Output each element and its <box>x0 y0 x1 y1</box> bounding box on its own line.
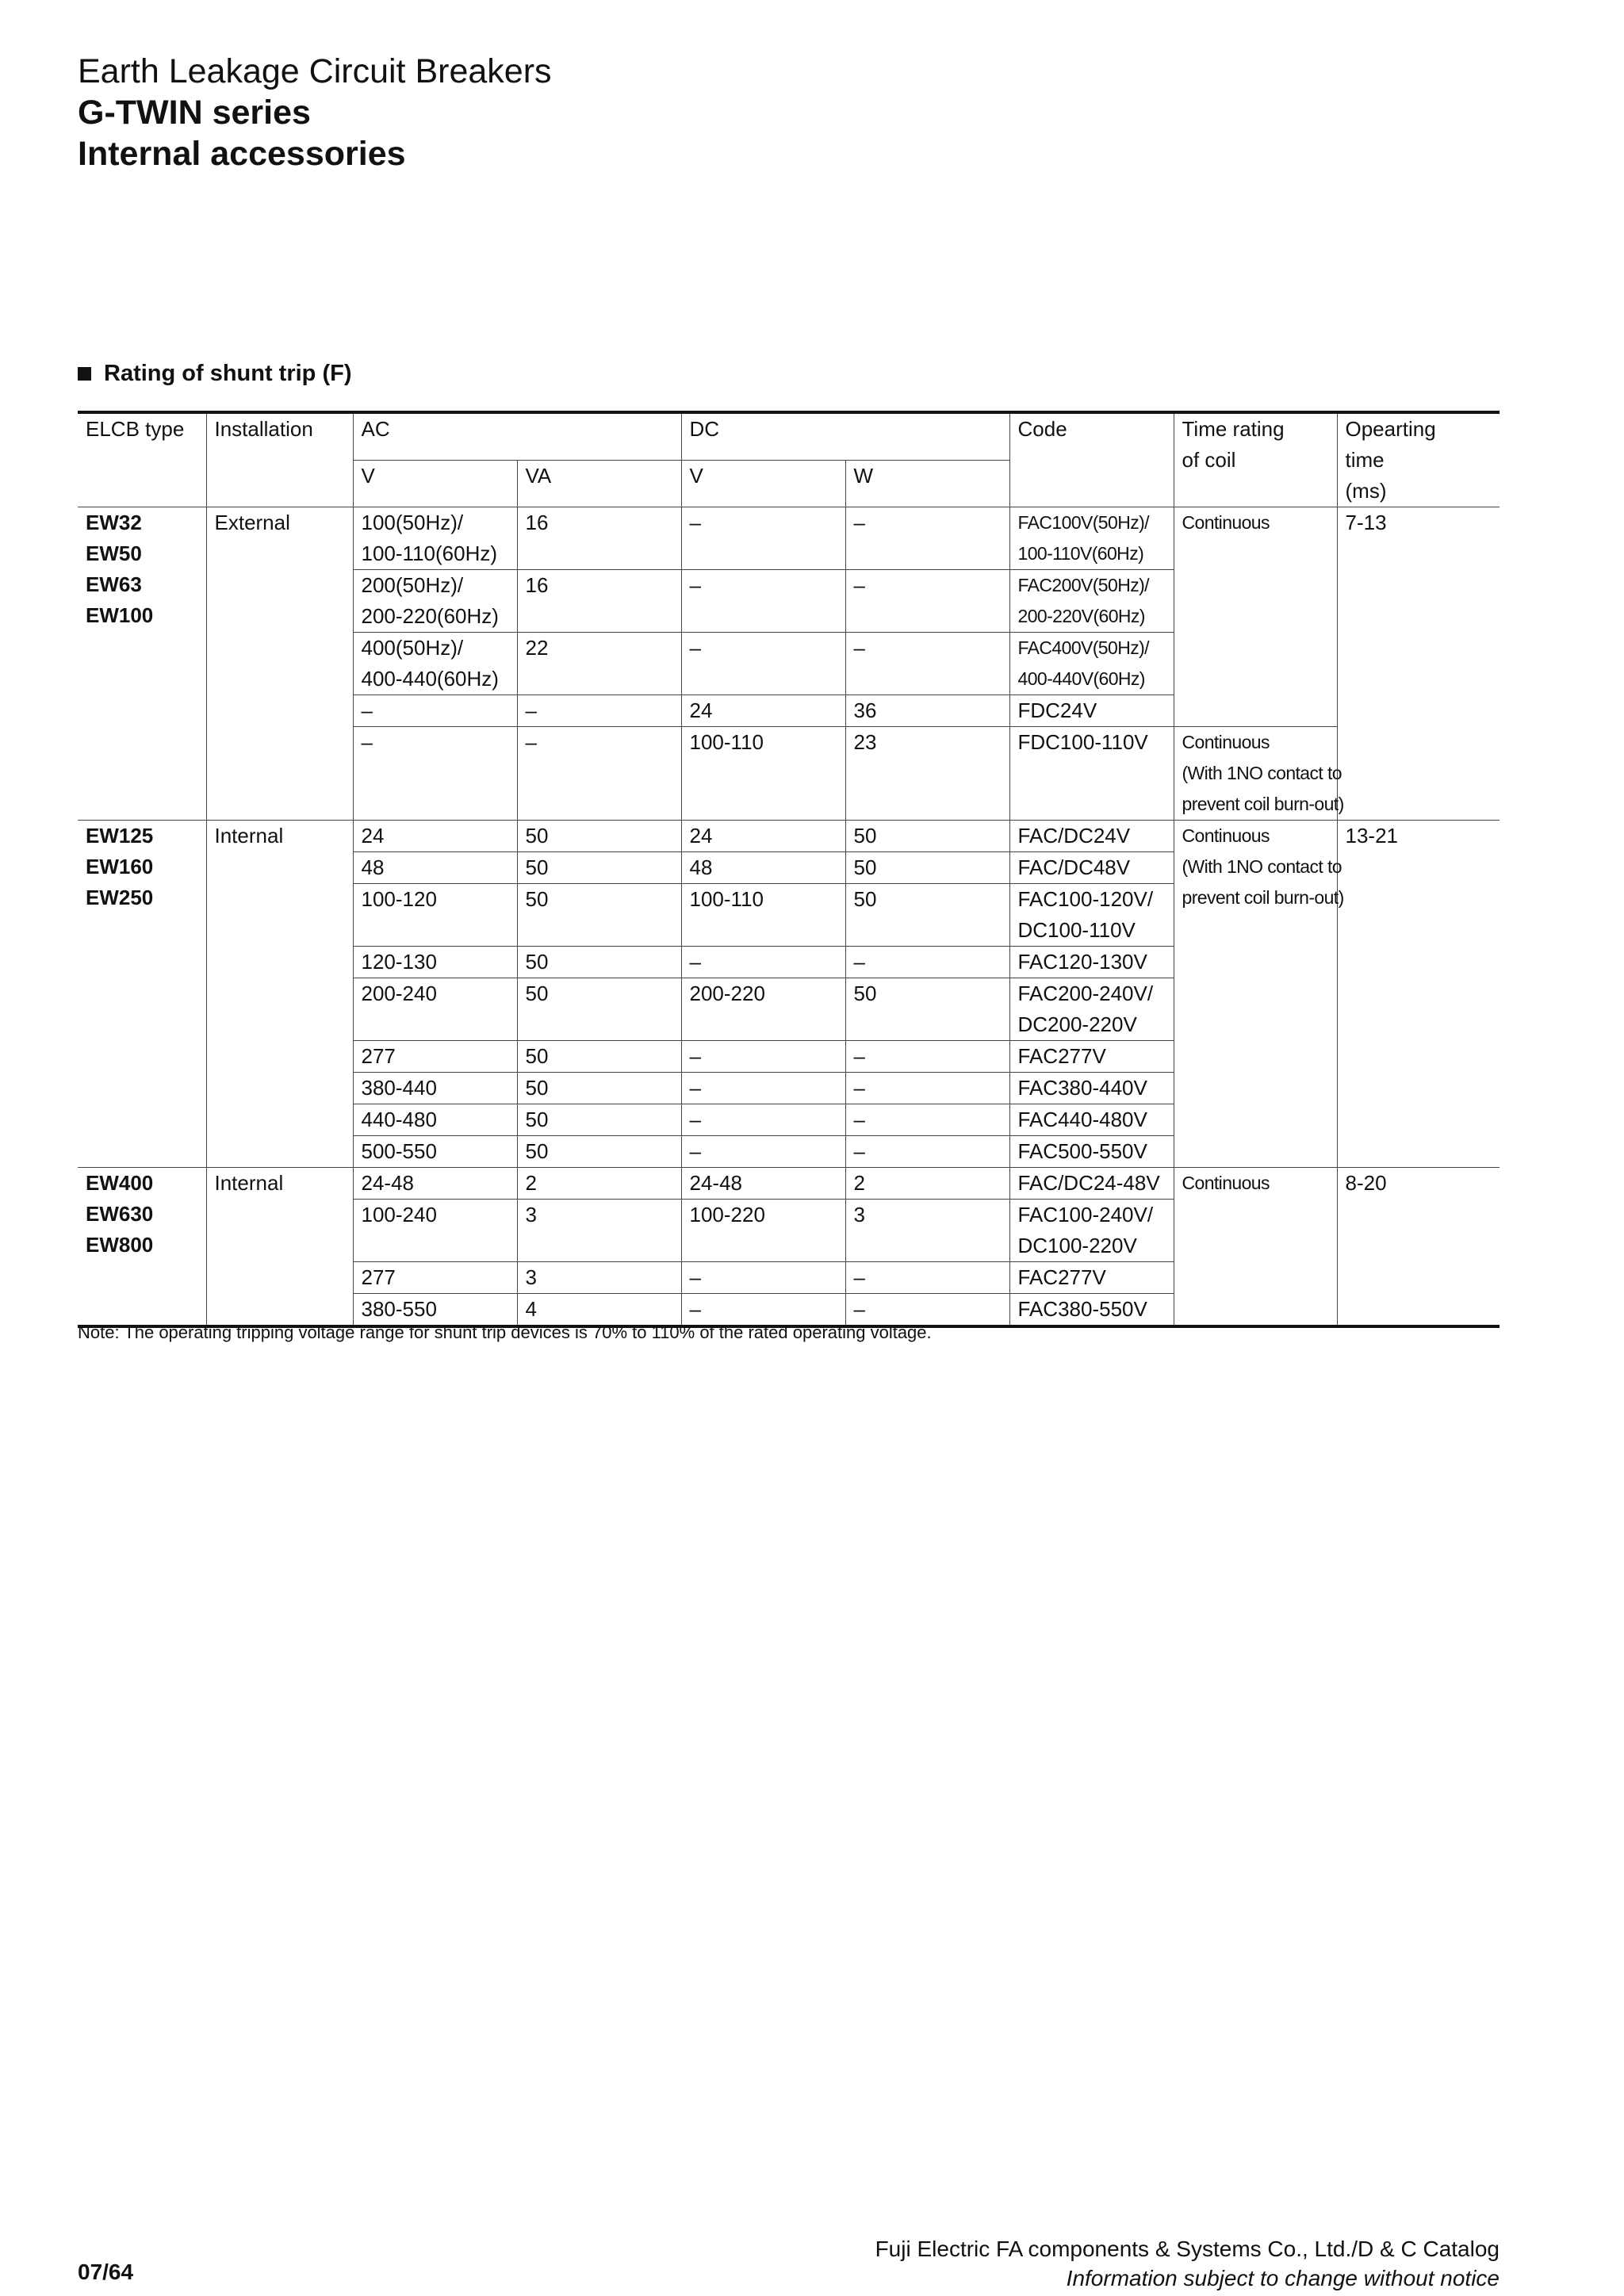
shunt-trip-rating-table <box>78 411 1500 1328</box>
ac-v: 24-48 <box>353 1168 517 1200</box>
code: FAC400V(50Hz)/ 400-440V(60Hz) <box>1009 633 1174 695</box>
page-number: 07/64 <box>78 2260 134 2284</box>
code: FAC120-130V <box>1009 947 1174 978</box>
header-time-rating: Time rating of coil <box>1174 412 1337 507</box>
dc-v: – <box>681 570 845 633</box>
dc-v: 200-220 <box>681 978 845 1041</box>
ac-v: – <box>353 727 517 821</box>
footer-disclaimer: Information subject to change without notice <box>1066 2266 1500 2290</box>
dc-v: – <box>681 1104 845 1136</box>
code: FAC500-550V <box>1009 1136 1174 1168</box>
section-title-text: Rating of shunt trip (F) <box>104 361 352 386</box>
time-rating-group-1a: Continuous <box>1174 507 1337 727</box>
header-ac-va: VA <box>517 461 681 507</box>
code: FAC200V(50Hz)/ 200-220V(60Hz) <box>1009 570 1174 633</box>
footer-company: Fuji Electric FA components & Systems Co., Ltd./D & C Catalog <box>875 2237 1500 2261</box>
ac-va: 50 <box>517 852 681 884</box>
page-header <box>78 51 552 174</box>
header-ac-v: V <box>353 461 517 507</box>
ac-v: 277 <box>353 1041 517 1073</box>
dc-v: – <box>681 633 845 695</box>
elcb-types-group-1: EW32 EW50 EW63 EW100 <box>78 507 206 821</box>
header-dc: DC <box>681 412 1009 461</box>
ac-v: 400(50Hz)/ 400-440(60Hz) <box>353 633 517 695</box>
operating-time-group-1: 7-13 <box>1337 507 1500 821</box>
ac-v: 100(50Hz)/ 100-110(60Hz) <box>353 507 517 570</box>
square-bullet-icon <box>78 367 91 381</box>
ac-va: 50 <box>517 884 681 947</box>
code: FDC100-110V <box>1009 727 1174 821</box>
header-line-3: Internal accessories <box>78 135 406 173</box>
dc-v: 24-48 <box>681 1168 845 1200</box>
dc-v: – <box>681 1294 845 1327</box>
dc-v: – <box>681 1041 845 1073</box>
ac-va: – <box>517 727 681 821</box>
installation-group-1: External <box>206 507 353 821</box>
code: FAC277V <box>1009 1041 1174 1073</box>
ac-va: – <box>517 695 681 727</box>
code: FAC380-440V <box>1009 1073 1174 1104</box>
dc-v: – <box>681 1262 845 1294</box>
ac-v: 100-120 <box>353 884 517 947</box>
code: FAC277V <box>1009 1262 1174 1294</box>
code: FAC100-240V/ DC100-220V <box>1009 1200 1174 1262</box>
dc-v: – <box>681 507 845 570</box>
dc-w: – <box>845 1041 1009 1073</box>
ac-va: 50 <box>517 978 681 1041</box>
dc-v: 48 <box>681 852 845 884</box>
dc-w: 3 <box>845 1200 1009 1262</box>
dc-w: – <box>845 1073 1009 1104</box>
section-title <box>78 361 352 387</box>
dc-w: – <box>845 1104 1009 1136</box>
dc-v: – <box>681 1073 845 1104</box>
operating-time-group-2: 13-21 <box>1337 821 1500 1168</box>
dc-w: – <box>845 947 1009 978</box>
dc-w: 2 <box>845 1168 1009 1200</box>
ac-v: 100-240 <box>353 1200 517 1262</box>
table-header-row <box>78 412 1500 461</box>
dc-w: – <box>845 633 1009 695</box>
dc-w: – <box>845 507 1009 570</box>
code: FDC24V <box>1009 695 1174 727</box>
dc-v: 100-110 <box>681 727 845 821</box>
header-elcb-type: ELCB type <box>78 412 206 507</box>
ac-v: 24 <box>353 821 517 852</box>
ac-va: 3 <box>517 1262 681 1294</box>
code: FAC200-240V/ DC200-220V <box>1009 978 1174 1041</box>
ac-v: 200(50Hz)/ 200-220(60Hz) <box>353 570 517 633</box>
dc-w: 50 <box>845 978 1009 1041</box>
code: FAC/DC24V <box>1009 821 1174 852</box>
table-note: Note: The operating tripping voltage range for shunt trip devices is 70% to 110% of the rated operating voltage. <box>78 1322 932 1342</box>
elcb-types-group-2: EW125 EW160 EW250 <box>78 821 206 1168</box>
ac-v: 277 <box>353 1262 517 1294</box>
dc-w: 50 <box>845 852 1009 884</box>
ac-va: 2 <box>517 1168 681 1200</box>
ac-va: 50 <box>517 1104 681 1136</box>
ac-va: 50 <box>517 1073 681 1104</box>
dc-v: 24 <box>681 821 845 852</box>
ac-v: 500-550 <box>353 1136 517 1168</box>
ac-v: 48 <box>353 852 517 884</box>
ac-va: 4 <box>517 1294 681 1327</box>
ac-va: 16 <box>517 570 681 633</box>
elcb-types-group-3: EW400 EW630 EW800 <box>78 1168 206 1327</box>
header-line-1: Earth Leakage Circuit Breakers <box>78 52 552 90</box>
header-code: Code <box>1009 412 1174 507</box>
installation-group-3: Internal <box>206 1168 353 1327</box>
operating-time-group-3: 8-20 <box>1337 1168 1500 1327</box>
ac-va: 50 <box>517 947 681 978</box>
dc-w: 50 <box>845 821 1009 852</box>
dc-w: – <box>845 1262 1009 1294</box>
ac-v: 380-550 <box>353 1294 517 1327</box>
ac-va: 3 <box>517 1200 681 1262</box>
dc-v: 100-110 <box>681 884 845 947</box>
header-dc-v: V <box>681 461 845 507</box>
dc-w: – <box>845 1136 1009 1168</box>
ac-v: 440-480 <box>353 1104 517 1136</box>
ac-va: 50 <box>517 1041 681 1073</box>
header-line-2: G-TWIN series <box>78 94 311 132</box>
code: FAC100V(50Hz)/ 100-110V(60Hz) <box>1009 507 1174 570</box>
code: FAC100-120V/ DC100-110V <box>1009 884 1174 947</box>
ac-v: 200-240 <box>353 978 517 1041</box>
dc-v: 24 <box>681 695 845 727</box>
ac-va: 22 <box>517 633 681 695</box>
header-ac: AC <box>353 412 681 461</box>
dc-w: 36 <box>845 695 1009 727</box>
table-row <box>78 1168 1500 1200</box>
header-installation: Installation <box>206 412 353 507</box>
ac-v: – <box>353 695 517 727</box>
ac-va: 16 <box>517 507 681 570</box>
installation-group-2: Internal <box>206 821 353 1168</box>
header-dc-w: W <box>845 461 1009 507</box>
code: FAC380-550V <box>1009 1294 1174 1327</box>
table-row <box>78 507 1500 570</box>
ac-v: 380-440 <box>353 1073 517 1104</box>
dc-v: – <box>681 947 845 978</box>
table-row <box>78 821 1500 852</box>
code: FAC/DC48V <box>1009 852 1174 884</box>
dc-v: 100-220 <box>681 1200 845 1262</box>
dc-w: 50 <box>845 884 1009 947</box>
code: FAC/DC24-48V <box>1009 1168 1174 1200</box>
ac-v: 120-130 <box>353 947 517 978</box>
dc-w: – <box>845 570 1009 633</box>
code: FAC440-480V <box>1009 1104 1174 1136</box>
ac-va: 50 <box>517 1136 681 1168</box>
time-rating-group-2: Continuous (With 1NO contact to prevent coil burn-out) <box>1174 821 1337 1168</box>
page-footer <box>875 2234 1500 2293</box>
time-rating-group-3: Continuous <box>1174 1168 1337 1327</box>
dc-v: – <box>681 1136 845 1168</box>
dc-w: – <box>845 1294 1009 1327</box>
header-operating-time: Opearting time (ms) <box>1337 412 1500 507</box>
ac-va: 50 <box>517 821 681 852</box>
dc-w: 23 <box>845 727 1009 821</box>
time-rating-group-1b: Continuous (With 1NO contact to prevent coil burn-out) <box>1174 727 1337 821</box>
